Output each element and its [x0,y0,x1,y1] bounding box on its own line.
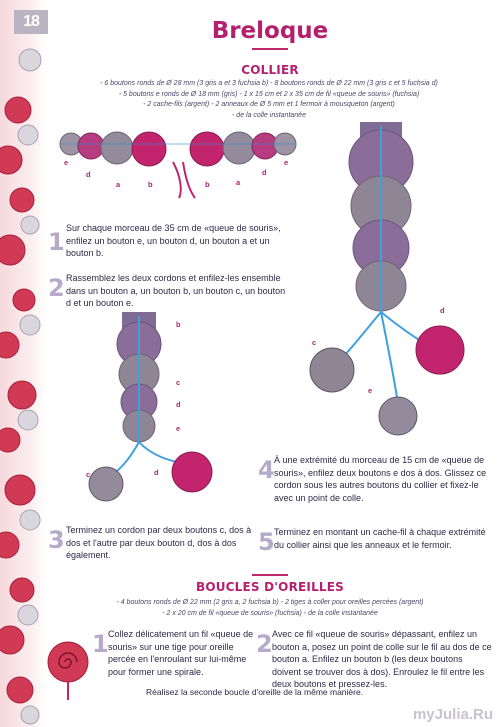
label-c: c [86,470,91,479]
step-text: Terminez en montant un cache-fil à chaque extrémité du collier ainsi que les anneaux et le fermoir. [274,527,486,550]
boucles-materials [60,598,480,619]
earring-spiral-illustration [46,624,90,702]
collier-material-line: - de la colle instantanée [232,111,306,119]
button-e [379,397,417,435]
label-a: a [236,178,241,187]
button-a [223,132,255,164]
diagram-step3-strand [78,312,218,522]
page-number: 18 [14,10,48,34]
label-e: e [284,158,289,167]
label-c: c [312,338,317,347]
label-b: b [148,180,153,189]
step-text: Collez délicatement un fil «queue de souris» sur une tige pour oreille percée en l'enroulant sur lui-même pour former une spirale. [108,629,254,677]
collier-heading: COLLIER [241,63,299,77]
earring-button [48,642,88,682]
step-number: 1 [92,630,109,658]
label-d: d [440,306,445,315]
step-text: À une extrémité du morceau de 15 cm de «queue de souris», enfilez deux boutons e dos à dos. Glissez ce cordon sous les autres boutons du collier et fixez-le avec un point de colle. [274,455,487,503]
button-d [172,452,212,492]
button-d [78,133,104,159]
boucles-step-1 [92,628,262,686]
label-d: d [262,168,267,177]
label-b: b [205,180,210,189]
button-d [416,326,464,374]
label-a: a [116,180,121,189]
label-d: d [154,468,159,477]
diagram-step1-threads [55,120,310,200]
boucles-heading: BOUCLES D'OREILLES [195,580,345,594]
footer-note: Réalisez la seconde boucle d'oreille de la même manière. [146,687,364,697]
collier-step-1 [48,222,293,272]
label-c: c [176,378,181,387]
thread-line [173,162,181,198]
button-b [190,132,224,166]
step-number: 3 [48,526,65,554]
watermark: myJulia.Ru [412,706,493,723]
thread-line [183,162,195,198]
step-number: 2 [256,630,273,658]
label-b: b [176,320,181,329]
collier-material-line: - 5 boutons e ronds de Ø 18 mm (gris) - 1 x 15 cm et 2 x 35 cm de fil «queue de souris» (fuchsia) [118,90,420,98]
page-title: Breloque [211,18,329,44]
diagram-assembled-necklace [300,122,485,452]
collier-step-5 [258,526,490,566]
collier-step-4 [258,454,490,520]
button-c [310,348,354,392]
step-number: 2 [48,274,65,302]
step-text: Sur chaque morceau de 35 cm de «queue de souris», enfilez un bouton e, un bouton d, un bouton a et un bouton b. [66,223,281,258]
boucles-material-line: - 2 x 20 cm de fil «queue de souris» (fuchsia) - de la colle instantanée [162,609,378,617]
collier-step-3 [48,524,263,564]
boucles-material-line: - 4 boutons ronds de Ø 22 mm (2 gris a, 2 fuchsia b) - 2 tiges à coller pour oreilles percées (argent) [116,599,424,606]
collier-material-line: - 6 boutons ronds de Ø 28 mm (3 gris a et 3 fuchsia b) - 8 boutons ronds de Ø 22 mm (3 gris c et 5 fuchsia d) [100,80,438,87]
step-number: 4 [258,456,275,484]
step-number: 1 [48,228,65,256]
decorative-buttons-border [0,0,46,727]
label-e: e [64,158,69,167]
step-text: Terminez un cordon par deux boutons c, dos à dos et l'autre par deux bouton d, dos à dos également. [66,525,252,560]
thread-line [381,312,398,404]
step-number: 5 [258,528,275,556]
label-e: e [368,386,373,395]
collier-step-2 [48,272,293,312]
step-text: Avec ce fil «queue de souris» dépassant, enfilez un bouton a, posez un point de colle sur le fil au dos de ce bouton a. Enfilez un bouton b (les deux boutons doivent se trouver dos à dos). Enroulez le fil entre les deux boutons et pressez-les. [272,629,492,689]
step-text: Rassemblez les deux cordons et enfilez-les ensemble dans un bouton a, un bouton b, un bouton c, un bouton d et un bouton e. [66,273,286,308]
button-c [89,467,123,501]
label-e: e [176,424,181,433]
title-underline [252,48,288,50]
boucles-step-2 [256,628,494,688]
collier-material-line: - 2 cache-fils (argent) - 2 anneaux de Ø 5 mm et 1 fermoir à mousqueton (argent) [143,101,395,108]
button-b [132,132,166,166]
label-d: d [86,170,91,179]
section-rule [252,574,288,576]
collier-materials [54,79,484,121]
button-a [101,132,133,164]
label-d: d [176,400,181,409]
